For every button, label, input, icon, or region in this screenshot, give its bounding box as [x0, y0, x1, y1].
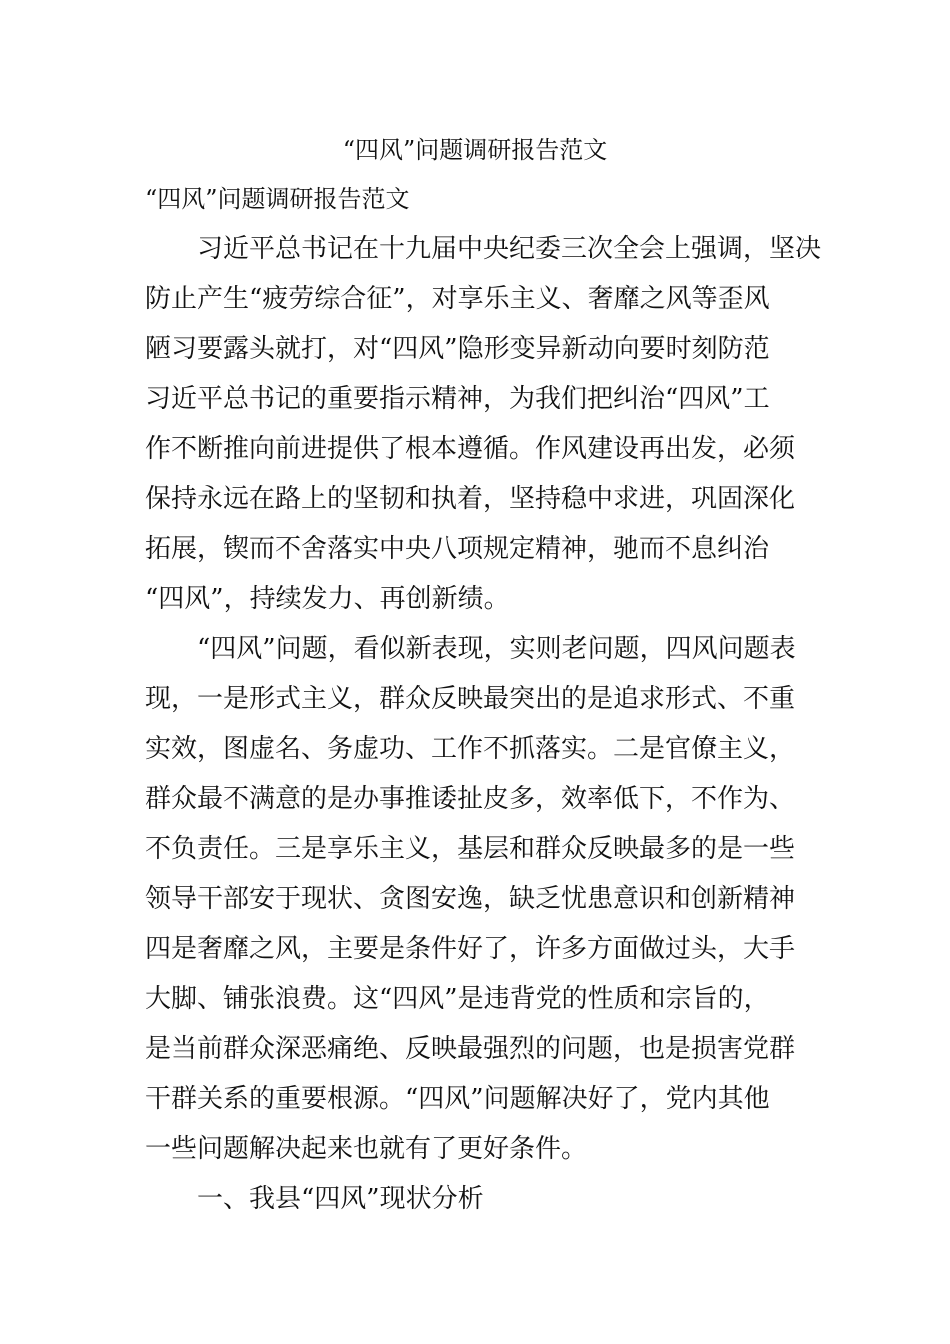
text-line: 群众最不满意的是办事推诿扯皮多，效率低下，不作为、: [145, 784, 796, 814]
section-heading: 一、我县“四风”现状分析: [145, 1184, 484, 1214]
text-line: 拓展，锲而不舍落实中央八项规定精神，驰而不息纠治: [145, 534, 770, 564]
text-line: 习近平总书记的重要指示精神，为我们把纠治“四风”工: [145, 384, 770, 414]
text-line: “四风”，持续发力、再创新绩。: [145, 584, 510, 614]
text-line: 不负责任。三是享乐主义，基层和群众反映最多的是一些: [145, 834, 796, 864]
text-line: 领导干部安于现状、贪图安逸，缺乏忧患意识和创新精神: [145, 884, 796, 914]
text-line: 一些问题解决起来也就有了更好条件。: [145, 1134, 588, 1164]
text-line: 大脚、铺张浪费。这“四风”是违背党的性质和宗旨的，: [145, 984, 770, 1014]
text-line: 干群关系的重要根源。“四风”问题解决好了，党内其他: [145, 1084, 770, 1114]
text-line: 是当前群众深恶痛绝、反映最强烈的问题，也是损害党群: [145, 1034, 796, 1064]
text-line: 陋习要露头就打，对“四风”隐形变异新动向要时刻防范: [145, 334, 770, 364]
text-line: 保持永远在路上的坚韧和执着，坚持稳中求进，巩固深化: [145, 484, 796, 514]
text-line: “四风”问题，看似新表现，实则老问题，四风问题表: [145, 634, 796, 664]
text-line: 作不断推向前进提供了根本遵循。作风建设再出发，必须: [145, 434, 796, 464]
text-line: 四是奢靡之风，主要是条件好了，许多方面做过头，大手: [145, 934, 796, 964]
text-line: 现，一是形式主义，群众反映最突出的是追求形式、不重: [145, 684, 796, 714]
document-title: “四风”问题调研报告范文: [342, 136, 608, 164]
text-line: 防止产生“疲劳综合征”，对享乐主义、奢靡之风等歪风: [145, 284, 770, 314]
text-line: 习近平总书记在十九届中央纪委三次全会上强调，坚决: [145, 234, 822, 264]
document-subtitle: “四风”问题调研报告范文: [145, 185, 410, 213]
text-line: 实效，图虚名、务虚功、工作不抓落实。二是官僚主义，: [145, 734, 796, 764]
